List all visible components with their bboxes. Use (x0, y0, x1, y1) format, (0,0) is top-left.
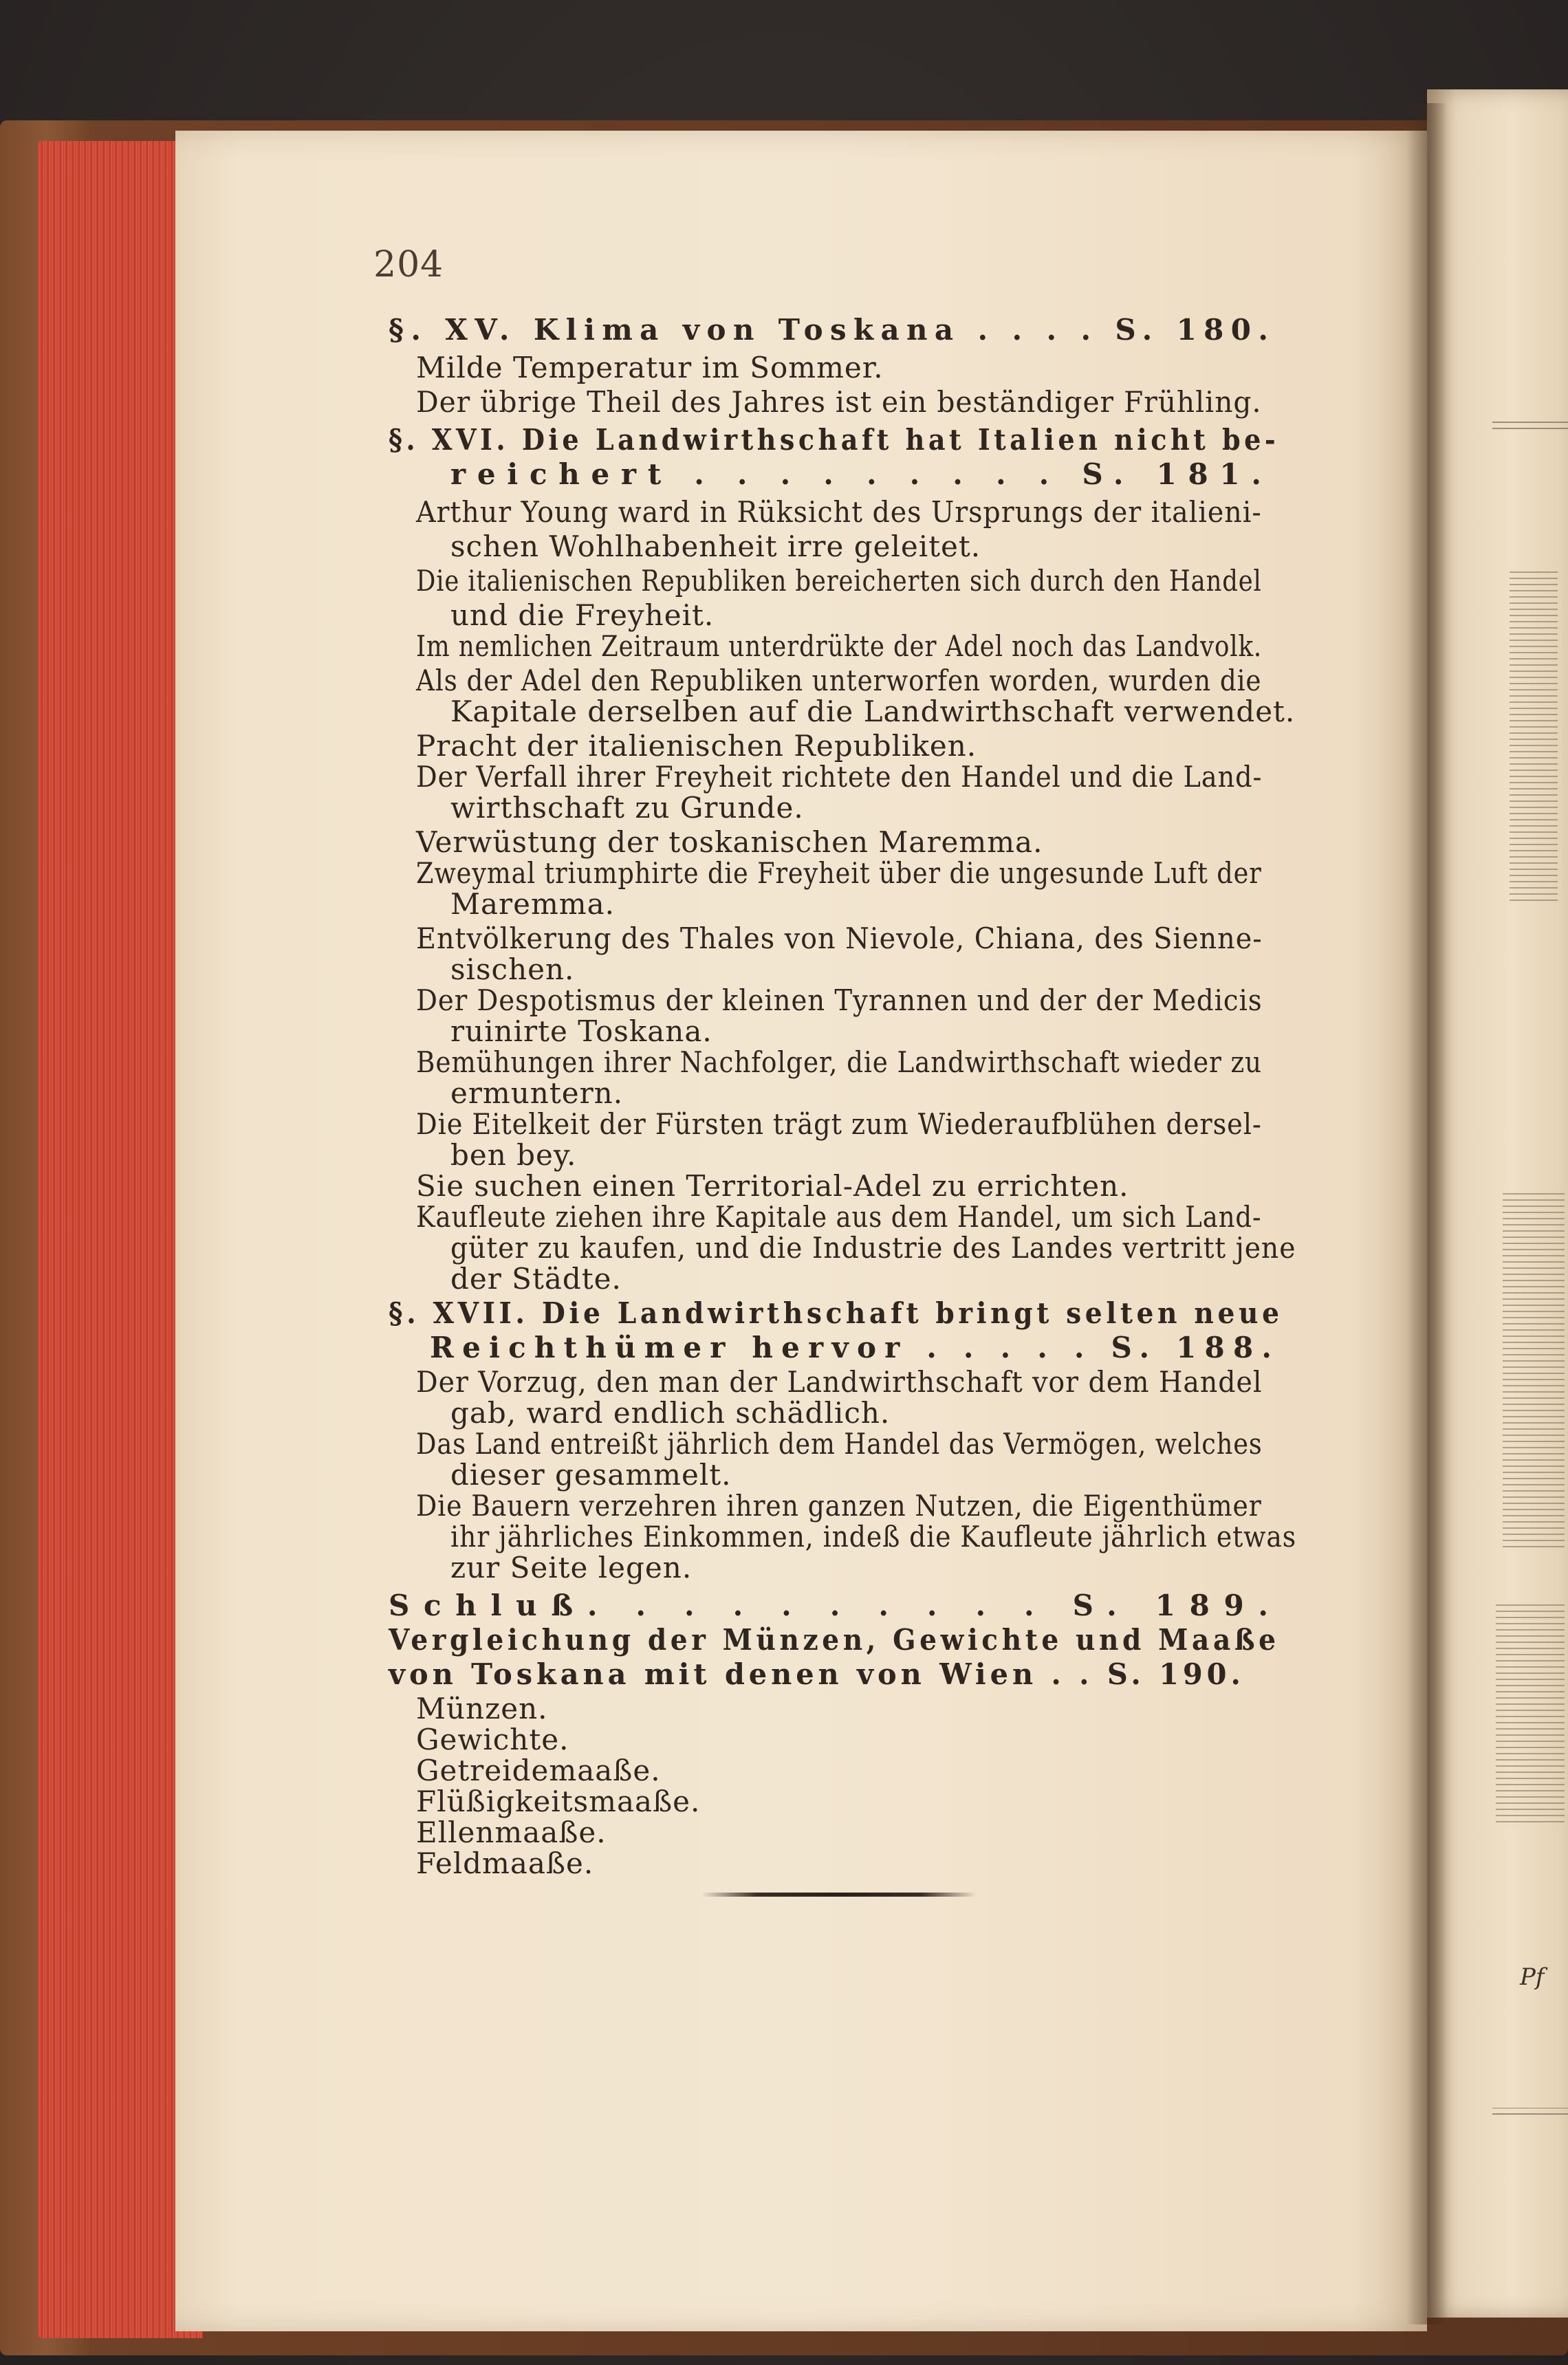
engraving-fragment (1496, 1602, 1565, 1822)
toc-entry: Kaufleute ziehen ihre Kapitale aus dem Handel, um sich Land- (416, 1200, 1262, 1234)
toc-entry: ruinirte Toskana. (450, 1014, 712, 1048)
toc-entry: Milde Temperatur im Sommer. (416, 351, 884, 384)
toc-entry: Verwüstung der toskanischen Maremma. (416, 825, 1043, 859)
toc-entry: ermuntern. (450, 1076, 624, 1110)
engraving-fragment (1510, 571, 1558, 901)
toc-entry: Als der Adel den Republiken unterworfen worden, wurden die (416, 664, 1262, 697)
toc-entry: Arthur Young ward in Rüksicht des Ursprungs der italieni- (416, 495, 1262, 529)
toc-entry: Gewichte. (416, 1723, 569, 1756)
plate-mark: Pf (1520, 1963, 1545, 1991)
toc-entry: Feldmaaße. (416, 1846, 594, 1880)
toc-entry: Flüßigkeitsmaaße. (416, 1785, 701, 1818)
toc-entry: Bemühungen ihrer Nachfolger, die Landwirthschaft wieder zu (416, 1045, 1263, 1079)
toc-entry: gab, ward endlich schädlich. (450, 1396, 891, 1430)
toc-entry: Die Eitelkeit der Fürsten trägt zum Wiederaufblühen dersel- (416, 1107, 1262, 1141)
toc-entry: Getreidemaaße. (416, 1754, 661, 1787)
engraving-fragment (1503, 1190, 1565, 1547)
toc-entry: Der Vorzug, den man der Landwirthschaft vor dem Handel (416, 1365, 1263, 1399)
toc-section-heading: §. XVII. Die Landwirthschaft bringt selten neue (389, 1296, 1283, 1330)
toc-section-heading: reichert . . . . . . . . . S. 181. (450, 457, 1273, 491)
toc-entry: und die Freyheit. (450, 598, 715, 632)
engraving-fragment (1492, 2108, 1568, 2115)
toc-entry: Das Land entreißt jährlich dem Handel das Vermögen, welches (416, 1427, 1263, 1461)
toc-section-heading: §. XV. Klima von Toskana . . . . S. 180. (389, 313, 1276, 347)
toc-entry: Die Bauern verzehren ihren ganzen Nutzen, die Eigenthümer (416, 1489, 1262, 1523)
toc-entry: dieser gesammelt. (450, 1458, 732, 1492)
page-gutter (1406, 103, 1448, 2324)
toc-entry: Maremma. (450, 887, 616, 921)
toc-entry: zur Seite legen. (450, 1551, 693, 1584)
toc-entry: Zweymal triumphirte die Freyheit über die ungesunde Luft der (416, 856, 1262, 890)
toc-entry: Der Verfall ihrer Freyheit richtete den Handel und die Land- (416, 760, 1263, 794)
toc-entry: Kapitale derselben auf die Landwirthschaft verwendet. (450, 695, 1296, 728)
toc-entry: Sie suchen einen Territorial-Adel zu errichten. (416, 1169, 1129, 1203)
toc-section-heading: Vergleichung der Münzen, Gewichte und Maaße (389, 1623, 1280, 1657)
toc-entry: ihr jährliches Einkommen, indeß die Kaufleute jährlich etwas (450, 1520, 1297, 1554)
toc-entry: Ellenmaaße. (416, 1816, 607, 1849)
toc-entry: wirthschaft zu Grunde. (450, 791, 804, 825)
toc-entry: ben bey. (450, 1138, 577, 1172)
toc-entry: der Städte. (450, 1262, 622, 1296)
toc-section-heading: von Toskana mit denen von Wien . . S. 190. (389, 1657, 1245, 1691)
toc-section-heading: Reichthümer hervor . . . . . S. 188. (430, 1331, 1281, 1364)
toc-entry: schen Wohlhabenheit irre geleitet. (450, 530, 981, 563)
toc-entry: Im nemlichen Zeitraum unterdrükte der Adel noch das Landvolk. (416, 629, 1263, 663)
toc-entry: Der übrige Theil des Jahres ist ein beständiger Frühling. (416, 385, 1262, 419)
engraving-fragment (1492, 419, 1568, 429)
closing-rule (701, 1893, 977, 1897)
toc-entry: Entvölkerung des Thales von Nievole, Chiana, des Sienne- (416, 922, 1263, 955)
toc-section-heading: §. XVI. Die Landwirthschaft hat Italien nicht be- (389, 423, 1280, 457)
toc-entry: Der Despotismus der kleinen Tyrannen und der der Medicis (416, 983, 1263, 1017)
page-number: 204 (373, 244, 444, 285)
toc-entry: Pracht der italienischen Republiken. (416, 729, 977, 763)
toc-entry: Die italienischen Republiken bereicherten sich durch den Handel (416, 564, 1262, 598)
toc-entry: güter zu kaufen, und die Industrie des Landes vertritt jene (450, 1231, 1296, 1265)
facing-page (1427, 89, 1568, 2318)
toc-section-heading: Schluß. . . . . . . . . . S. 189. (389, 1589, 1283, 1622)
toc-entry: sischen. (450, 952, 575, 986)
toc-entry: Münzen. (416, 1692, 548, 1725)
